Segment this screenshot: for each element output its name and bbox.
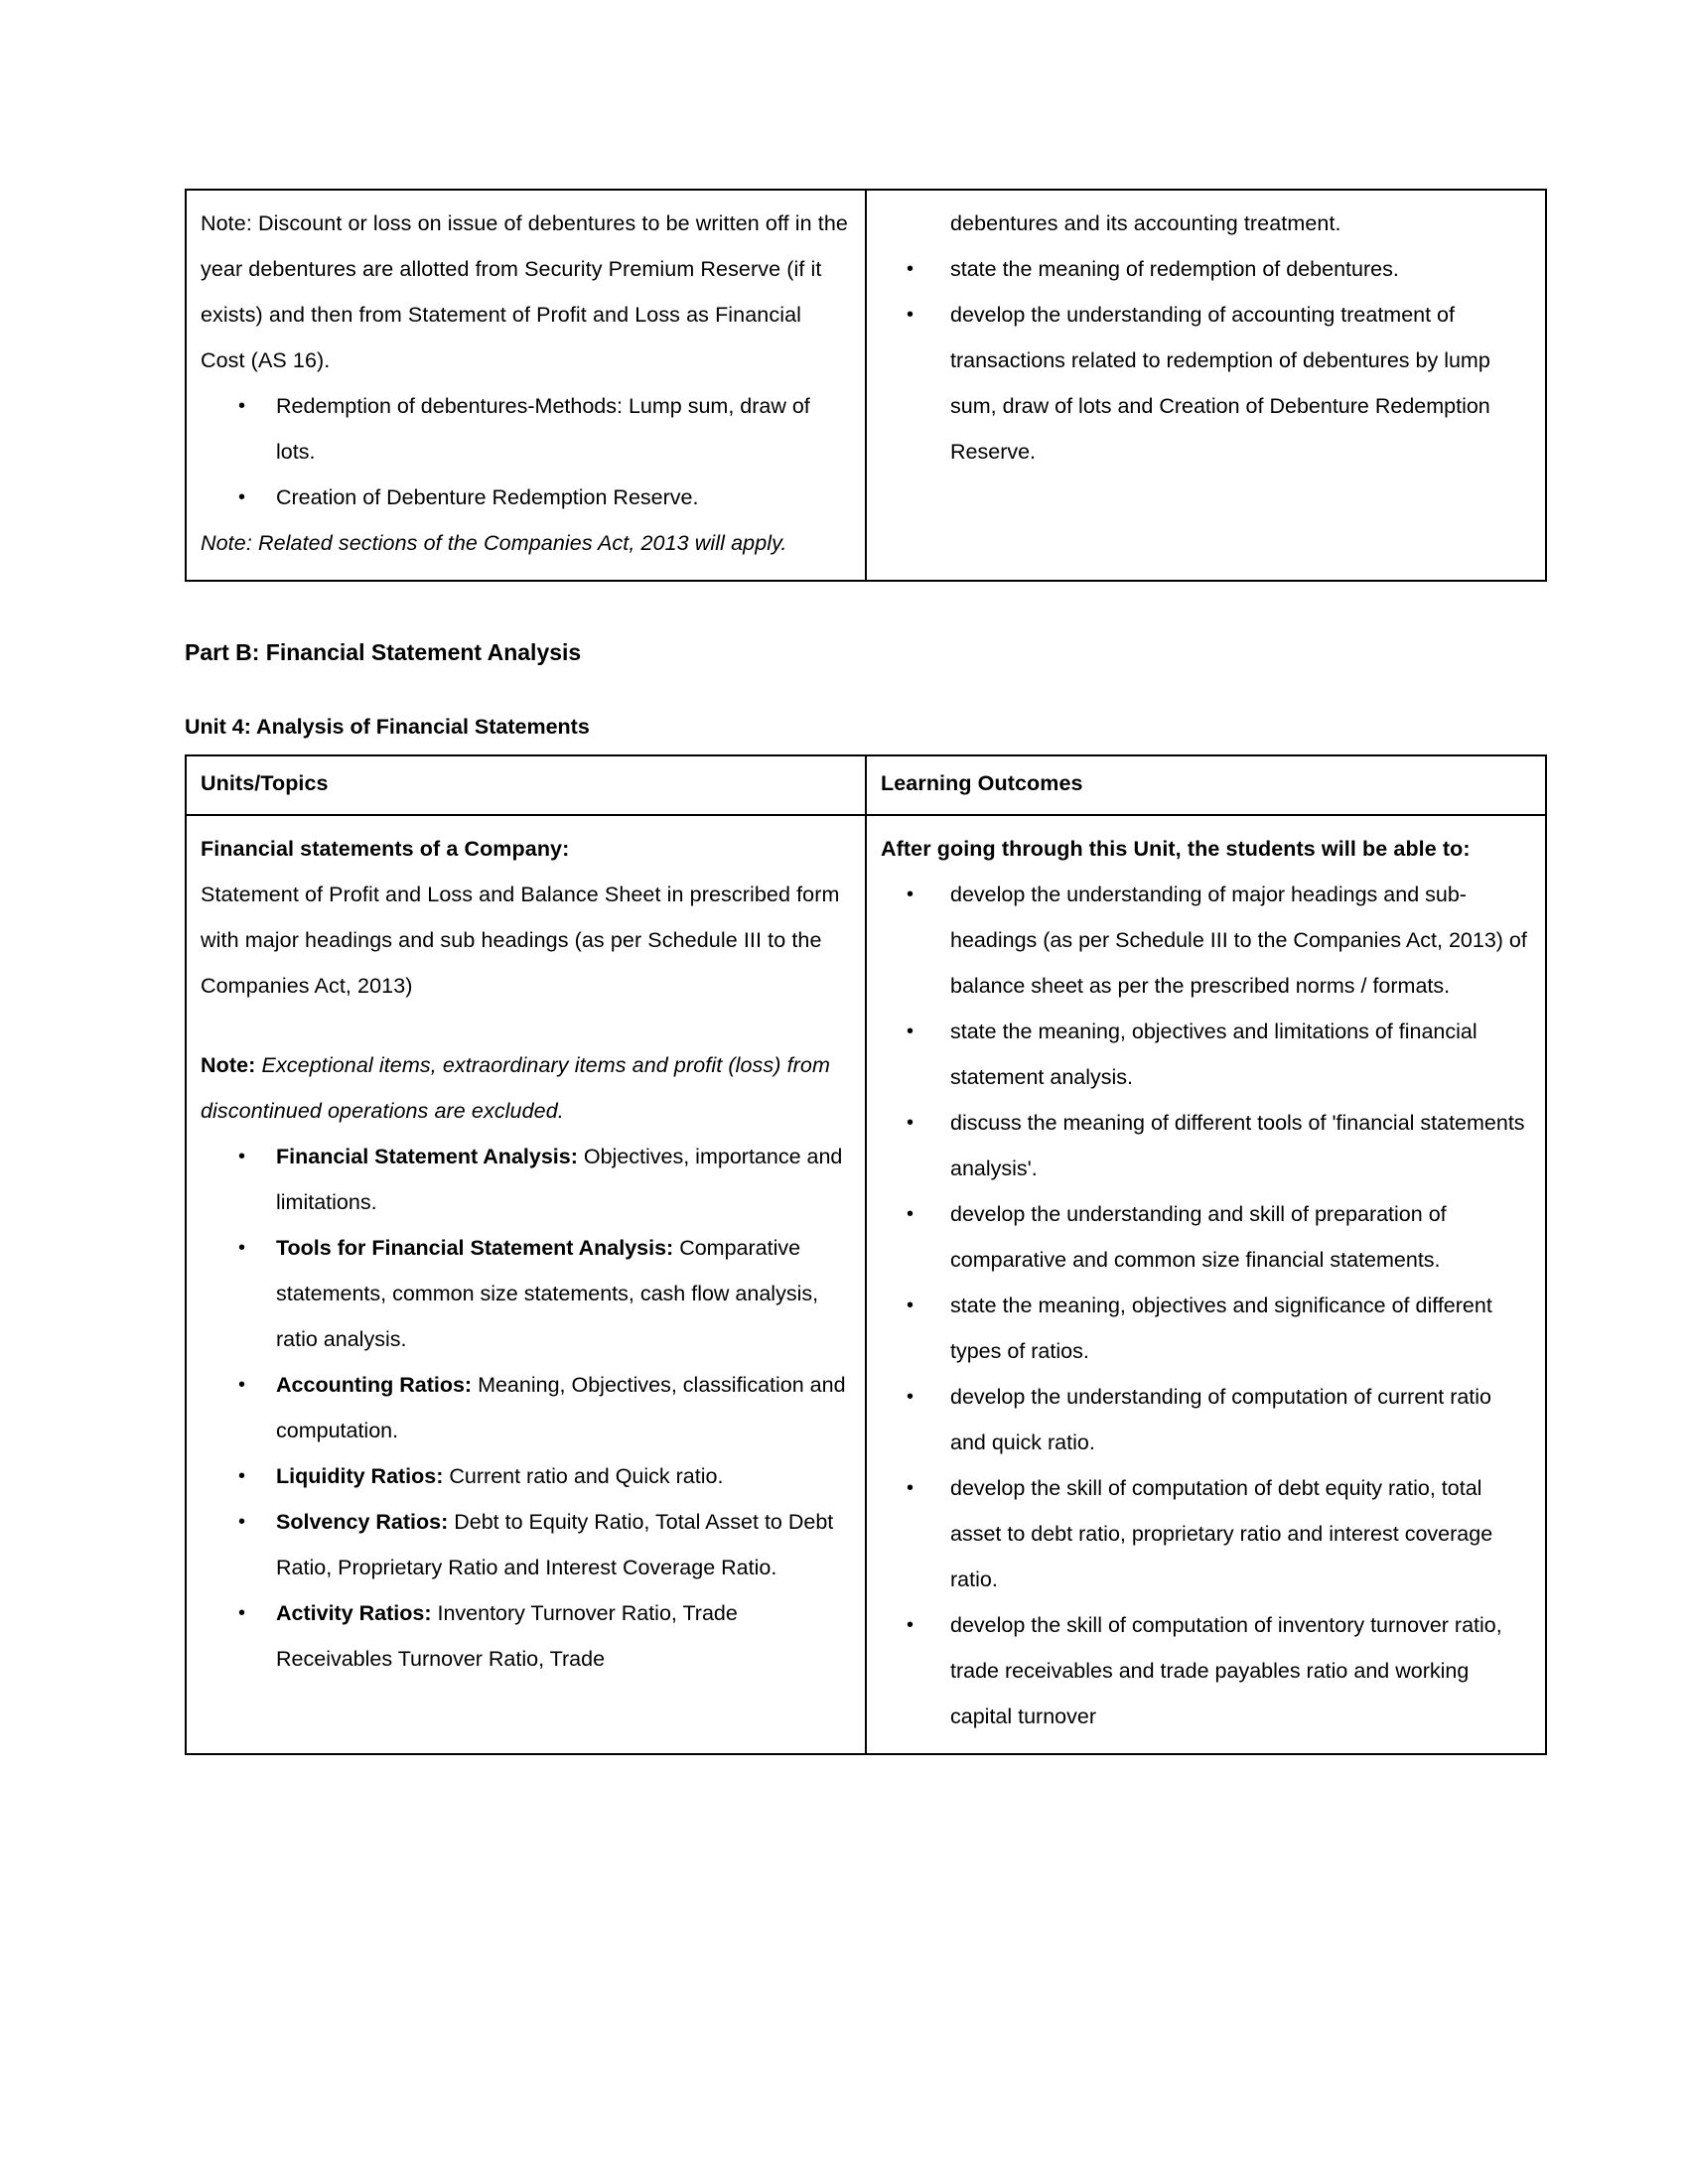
list-item: • develop the understanding of computation of current ratio and quick ratio.: [881, 1374, 1531, 1465]
list-item: • develop the skill of computation of debt equity ratio, total asset to debt ratio, proprietary ratio and interest coverage ratio.: [881, 1465, 1531, 1602]
list-item: [201, 1225, 851, 1362]
bullet-text: Meaning, Objectives, classification and computation.: [276, 1373, 846, 1442]
list-item: [201, 1590, 851, 1682]
table-row: [186, 815, 1546, 1754]
bullet-text: Current ratio and Quick ratio.: [443, 1464, 724, 1488]
list-item: [201, 1362, 851, 1453]
units-topics-body-cell: [186, 815, 866, 1754]
list-item: • develop the skill of computation of inventory turnover ratio, trade receivables and trade payables ratio and working capital turnover: [881, 1602, 1531, 1739]
list-item: • Creation of Debenture Redemption Reserve.: [201, 475, 851, 520]
bullet-text: Inventory Turnover Ratio, Trade Receivables Turnover Ratio, Trade: [276, 1601, 738, 1671]
list-item: [201, 1499, 851, 1590]
bullet-label: Activity Ratios:: [276, 1601, 432, 1625]
list-item: • state the meaning, objectives and significance of different types of ratios.: [881, 1283, 1531, 1374]
list-item: • Redemption of debentures-Methods: Lump sum, draw of lots.: [201, 383, 851, 475]
outcomes-bullet-list-main: [881, 872, 1531, 1739]
bullet-label: Financial Statement Analysis:: [276, 1145, 578, 1168]
exceptional-items-note: [201, 1042, 851, 1134]
page-content: [185, 189, 1527, 1755]
bullet-text: Debt to Equity Ratio, Total Asset to Debt Ratio, Proprietary Ratio and Interest Coverage Ratio.: [276, 1510, 834, 1579]
unit-4-heading: Unit 4: Analysis of Financial Statements: [185, 715, 590, 739]
note-label: Note:: [201, 1053, 256, 1077]
financial-statements-title: Financial statements of a Company:: [201, 837, 570, 861]
part-b-heading: Part B: Financial Statement Analysis: [185, 639, 582, 665]
outcome-continuation-text: debentures and its accounting treatment.: [950, 211, 1341, 235]
note-body: Exceptional items, extraordinary items and profit (loss) from discontinued operations are excluded.: [201, 1053, 830, 1123]
topics-bullet-list: [201, 1134, 851, 1682]
outcomes-bullet-list: [881, 246, 1531, 475]
outcomes-intro: After going through this Unit, the students will be able to:: [881, 837, 1471, 861]
financial-statements-intro: Statement of Profit and Loss and Balance Sheet in prescribed form with major headings and sub headings (as per Schedule III to the Companies Act, 2013): [201, 883, 840, 998]
learning-outcomes-body-cell: [866, 815, 1546, 1754]
list-item: • state the meaning, objectives and limitations of financial statement analysis.: [881, 1009, 1531, 1100]
list-item: [201, 1453, 851, 1499]
companies-act-note: Note: Related sections of the Companies Act, 2013 will apply.: [201, 531, 787, 555]
bullet-text: Comparative statements, common size statements, cash flow analysis, ratio analysis.: [276, 1236, 819, 1351]
list-item: • develop the understanding of accounting treatment of transactions related to redemption of debentures by lump sum, draw of lots and Creation of Debenture Redemption Reserve.: [881, 292, 1531, 475]
column-header-label: Learning Outcomes: [881, 771, 1083, 795]
redemption-bullet-list: [201, 383, 851, 520]
units-topics-cell: [186, 190, 866, 581]
list-item: • discuss the meaning of different tools of 'financial statements analysis'.: [881, 1100, 1531, 1191]
unit-4-table: [185, 754, 1547, 1755]
bullet-label: Accounting Ratios:: [276, 1373, 473, 1397]
header-units-topics: [186, 755, 866, 815]
list-item: [201, 1134, 851, 1225]
bullet-text: Objectives, importance and limitations.: [276, 1145, 843, 1214]
bullet-label: Liquidity Ratios:: [276, 1464, 444, 1488]
bullet-label: Solvency Ratios:: [276, 1510, 449, 1534]
header-learning-outcomes: [866, 755, 1546, 815]
debentures-table: [185, 189, 1547, 582]
list-item: • develop the understanding of major headings and sub-headings (as per Schedule III to the Companies Act, 2013) of balance sheet as per the prescribed norms / formats.: [881, 872, 1531, 1009]
table-row: [186, 190, 1546, 581]
list-item: • state the meaning of redemption of debentures.: [881, 246, 1531, 292]
discount-note-text: Note: Discount or loss on issue of debentures to be written off in the year debentures are allotted from Security Premium Reserve (if it exists) and then from Statement of Profit and Loss as Financial Cost (AS 16).: [201, 211, 848, 372]
bullet-label: Tools for Financial Statement Analysis:: [276, 1236, 674, 1260]
column-header-label: Units/Topics: [201, 771, 329, 795]
table-header-row: [186, 755, 1546, 815]
list-item: • develop the understanding and skill of preparation of comparative and common size financial statements.: [881, 1191, 1531, 1283]
learning-outcomes-cell: [866, 190, 1546, 581]
